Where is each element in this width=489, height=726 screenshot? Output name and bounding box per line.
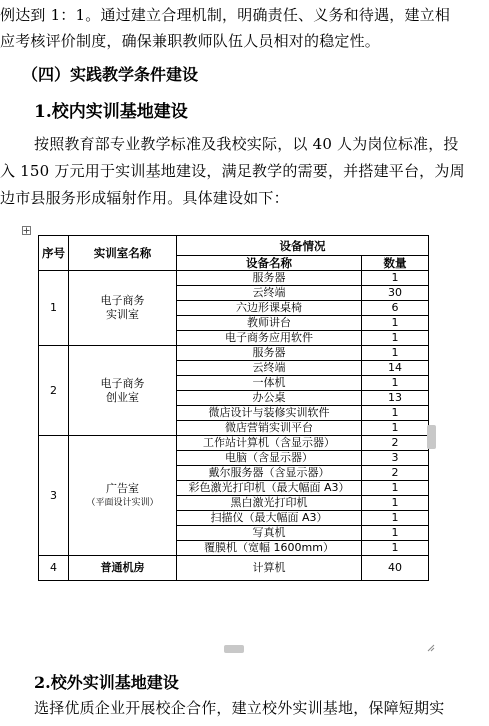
- room-name-line: 电子商务: [100, 376, 145, 390]
- equipment-table: [38, 235, 429, 581]
- equipment-name: 戴尔服务器（含显示器）: [177, 466, 362, 481]
- closing-line: 选择优质企业开展校企合作，建立校外实训基地，保障短期实: [34, 699, 445, 717]
- equipment-quantity: 40: [362, 556, 429, 581]
- equipment-name: 办公桌: [177, 391, 362, 406]
- room-name-line: 广告室: [106, 481, 139, 495]
- table-row: [39, 271, 429, 286]
- room-name: [69, 436, 177, 556]
- equipment-quantity: 1: [362, 541, 429, 556]
- body-line-2: 入 150 万元用于实训基地建设，满足教学的需要，并搭建平台，为周: [0, 162, 465, 180]
- equipment-quantity: 1: [362, 316, 429, 331]
- header-no: 序号: [39, 236, 69, 271]
- equipment-quantity: 1: [362, 271, 429, 286]
- equipment-name: 服务器: [177, 346, 362, 361]
- equipment-quantity: 1: [362, 421, 429, 436]
- equipment-name: 云终端: [177, 361, 362, 376]
- equipment-name: 工作站计算机（含显示器）: [177, 436, 362, 451]
- table-move-handle-icon[interactable]: [22, 226, 31, 235]
- equipment-quantity: 1: [362, 331, 429, 346]
- equipment-quantity: 30: [362, 286, 429, 301]
- scroll-bottom-handle[interactable]: [224, 645, 244, 653]
- room-name-line: 电子商务: [100, 294, 145, 307]
- equipment-quantity: 3: [362, 451, 429, 466]
- subsection-heading-1: 1.校内实训基地建设: [34, 102, 188, 122]
- equipment-name: 微店营销实训平台: [177, 421, 362, 436]
- equipment-name: 六边形课桌椅: [177, 301, 362, 316]
- room-note: （平面设计实训）: [86, 497, 159, 508]
- header-equipment-name: 设备名称: [177, 256, 362, 271]
- body-line-3: 边市县服务形成辐射作用。具体建设如下：: [0, 189, 289, 207]
- equipment-quantity: 1: [362, 496, 429, 511]
- table-row: [39, 556, 429, 581]
- equipment-quantity: 1: [362, 376, 429, 391]
- equipment-name: 教师讲台: [177, 316, 362, 331]
- room-name-line: 实训室: [106, 308, 139, 321]
- room-name-line: 创业室: [106, 390, 139, 404]
- header-equipment-group: 设备情况: [177, 236, 429, 256]
- scroll-right-handle[interactable]: [427, 425, 436, 449]
- header-quantity: 数量: [362, 256, 429, 271]
- equipment-quantity: 1: [362, 406, 429, 421]
- row-number: 4: [39, 556, 69, 581]
- room-name: [69, 556, 177, 581]
- equipment-name: 电脑（含显示器）: [177, 451, 362, 466]
- equipment-quantity: 1: [362, 346, 429, 361]
- equipment-name: 彩色激光打印机（最大幅面 A3）: [177, 481, 362, 496]
- room-name-line: 普通机房: [100, 561, 145, 574]
- equipment-quantity: 1: [362, 511, 429, 526]
- equipment-name: 一体机: [177, 376, 362, 391]
- equipment-name: 黑白激光打印机: [177, 496, 362, 511]
- room-name: [69, 271, 177, 346]
- equipment-name: 计算机: [177, 556, 362, 581]
- intro-line-1: 例达到 1：1。通过建立合理机制，明确责任、义务和待遇，建立相: [0, 6, 451, 24]
- header-room: 实训室名称: [69, 236, 177, 271]
- equipment-quantity: 13: [362, 391, 429, 406]
- subsection-heading-2: 2.校外实训基地建设: [34, 673, 179, 692]
- equipment-quantity: 2: [362, 466, 429, 481]
- equipment-quantity: 14: [362, 361, 429, 376]
- equipment-quantity: 2: [362, 436, 429, 451]
- equipment-name: 电子商务应用软件: [177, 331, 362, 346]
- equipment-name: 云终端: [177, 286, 362, 301]
- equipment-name: 覆膜机（宽幅 1600mm）: [177, 541, 362, 556]
- row-number: 1: [39, 271, 69, 346]
- equipment-name: 服务器: [177, 271, 362, 286]
- equipment-name: 写真机: [177, 526, 362, 541]
- row-number: 3: [39, 436, 69, 556]
- equipment-name: 扫描仪（最大幅面 A3）: [177, 511, 362, 526]
- equipment-name: 微店设计与装修实训软件: [177, 406, 362, 421]
- intro-line-2: 应考核评价制度，确保兼职教师队伍人员相对的稳定性。: [0, 32, 381, 50]
- room-name: [69, 346, 177, 436]
- table-row: [39, 436, 429, 451]
- body-line-1: 按照教育部专业教学标准及我校实际，以 40 人为岗位标准，投: [34, 135, 459, 153]
- table-resize-handle-icon[interactable]: [427, 644, 435, 652]
- equipment-quantity: 1: [362, 481, 429, 496]
- section-heading: （四）实践教学条件建设: [22, 65, 199, 84]
- table-row: [39, 346, 429, 361]
- row-number: 2: [39, 346, 69, 436]
- equipment-quantity: 6: [362, 301, 429, 316]
- equipment-quantity: 1: [362, 526, 429, 541]
